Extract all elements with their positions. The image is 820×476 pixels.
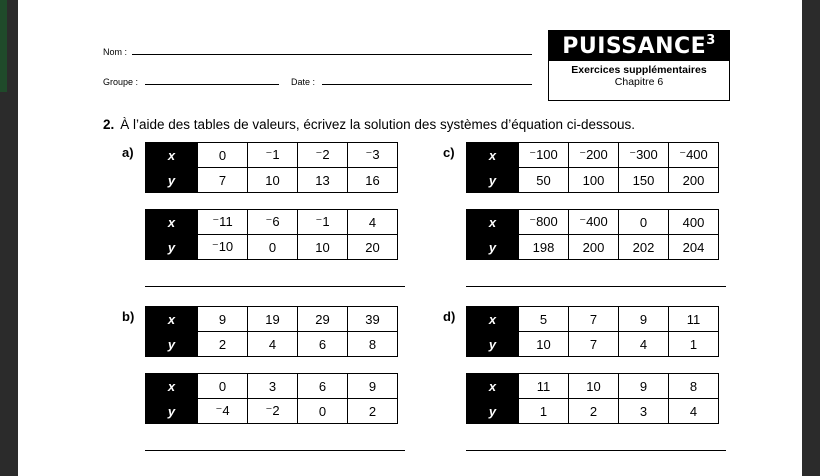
groupe-line[interactable] (145, 84, 279, 85)
x-cell: 7 (569, 307, 619, 332)
x-cell: ⁻300 (619, 143, 669, 168)
y-header: y (146, 168, 198, 193)
left-accent (0, 0, 7, 92)
part-b-table-1 (145, 306, 398, 357)
x-cell: 9 (348, 374, 398, 399)
left-window-edge (0, 0, 18, 476)
x-cell: ⁻1 (298, 210, 348, 235)
brand-chapter: Chapitre 6 (614, 76, 664, 88)
part-d-answer-line[interactable] (466, 450, 726, 451)
brand-box (548, 30, 730, 101)
y-cell: 4 (619, 332, 669, 357)
part-b-label: b) (122, 309, 135, 324)
y-cell: 2 (348, 399, 398, 424)
worksheet-page (18, 0, 802, 476)
x-header: x (467, 143, 519, 168)
y-header: y (146, 235, 198, 260)
date-line[interactable] (322, 84, 532, 85)
x-cell: ⁻200 (569, 143, 619, 168)
y-cell: 7 (569, 332, 619, 357)
x-header: x (146, 374, 198, 399)
part-a-table-1 (145, 142, 398, 193)
part-a-answer-line[interactable] (145, 286, 405, 287)
x-cell: ⁻400 (669, 143, 719, 168)
x-cell: 11 (519, 374, 569, 399)
x-cell: 9 (619, 374, 669, 399)
x-cell: ⁻100 (519, 143, 569, 168)
y-header: y (467, 399, 519, 424)
y-cell: ⁻2 (248, 399, 298, 424)
y-cell: 13 (298, 168, 348, 193)
part-b-answer-line[interactable] (145, 450, 405, 451)
x-cell: ⁻3 (348, 143, 398, 168)
y-cell: 10 (298, 235, 348, 260)
x-cell: 4 (348, 210, 398, 235)
y-cell: 200 (669, 168, 719, 193)
y-header: y (146, 399, 198, 424)
part-d-table-2 (466, 373, 719, 424)
x-cell: 29 (298, 307, 348, 332)
x-cell: 5 (519, 307, 569, 332)
x-cell: 0 (198, 374, 248, 399)
y-cell: 0 (248, 235, 298, 260)
y-cell: 7 (198, 168, 248, 193)
y-cell: 8 (348, 332, 398, 357)
date-label: Date : (291, 77, 316, 87)
x-cell: 6 (298, 374, 348, 399)
x-cell: 400 (669, 210, 719, 235)
nom-label: Nom : (103, 47, 128, 57)
y-header: y (146, 332, 198, 357)
part-a-label: a) (122, 145, 134, 160)
part-d-label: d) (443, 309, 456, 324)
y-cell: 2 (569, 399, 619, 424)
y-header: y (467, 168, 519, 193)
y-cell: 204 (669, 235, 719, 260)
y-cell: ⁻10 (198, 235, 248, 260)
x-cell: 9 (198, 307, 248, 332)
groupe-label: Groupe : (103, 77, 139, 87)
x-cell: 39 (348, 307, 398, 332)
x-cell: 0 (619, 210, 669, 235)
y-cell: 4 (669, 399, 719, 424)
part-c-table-2 (466, 209, 719, 260)
x-header: x (146, 307, 198, 332)
brand-logo: PUISSANCE$^3$ (549, 31, 729, 61)
x-cell: ⁻2 (298, 143, 348, 168)
right-window-edge (802, 0, 820, 476)
y-cell: 10 (519, 332, 569, 357)
y-cell: 202 (619, 235, 669, 260)
x-cell: 8 (669, 374, 719, 399)
part-c-label: c) (443, 145, 455, 160)
y-cell: 50 (519, 168, 569, 193)
y-cell: 150 (619, 168, 669, 193)
x-header: x (467, 374, 519, 399)
x-cell: 19 (248, 307, 298, 332)
y-cell: 10 (248, 168, 298, 193)
y-cell: 3 (619, 399, 669, 424)
y-cell: 200 (569, 235, 619, 260)
x-cell: 10 (569, 374, 619, 399)
y-cell: 1 (669, 332, 719, 357)
brand-subtitle: Exercices supplémentaires (571, 64, 707, 76)
y-cell: 16 (348, 168, 398, 193)
x-cell: 0 (198, 143, 248, 168)
question-prompt: 2. À l’aide des tables de valeurs, écrivez la solution des systèmes d’équation ci-dessous. (103, 117, 636, 132)
part-c-answer-line[interactable] (466, 286, 726, 287)
y-cell: ⁻4 (198, 399, 248, 424)
y-cell: 20 (348, 235, 398, 260)
y-cell: 0 (298, 399, 348, 424)
part-a-table-2 (145, 209, 398, 260)
x-cell: ⁻400 (569, 210, 619, 235)
x-cell: 9 (619, 307, 669, 332)
part-c-table-1 (466, 142, 719, 193)
y-cell: 198 (519, 235, 569, 260)
x-header: x (467, 307, 519, 332)
x-header: x (467, 210, 519, 235)
x-cell: ⁻11 (198, 210, 248, 235)
part-b-table-2 (145, 373, 398, 424)
x-cell: ⁻800 (519, 210, 569, 235)
y-cell: 1 (519, 399, 569, 424)
y-cell: 2 (198, 332, 248, 357)
y-cell: 100 (569, 168, 619, 193)
x-cell: ⁻6 (248, 210, 298, 235)
x-cell: ⁻1 (248, 143, 298, 168)
nom-line[interactable] (132, 54, 532, 55)
y-cell: 4 (248, 332, 298, 357)
part-d-table-1 (466, 306, 719, 357)
x-cell: 3 (248, 374, 298, 399)
x-header: x (146, 210, 198, 235)
x-header: x (146, 143, 198, 168)
x-cell: 11 (669, 307, 719, 332)
y-header: y (467, 235, 519, 260)
y-header: y (467, 332, 519, 357)
y-cell: 6 (298, 332, 348, 357)
